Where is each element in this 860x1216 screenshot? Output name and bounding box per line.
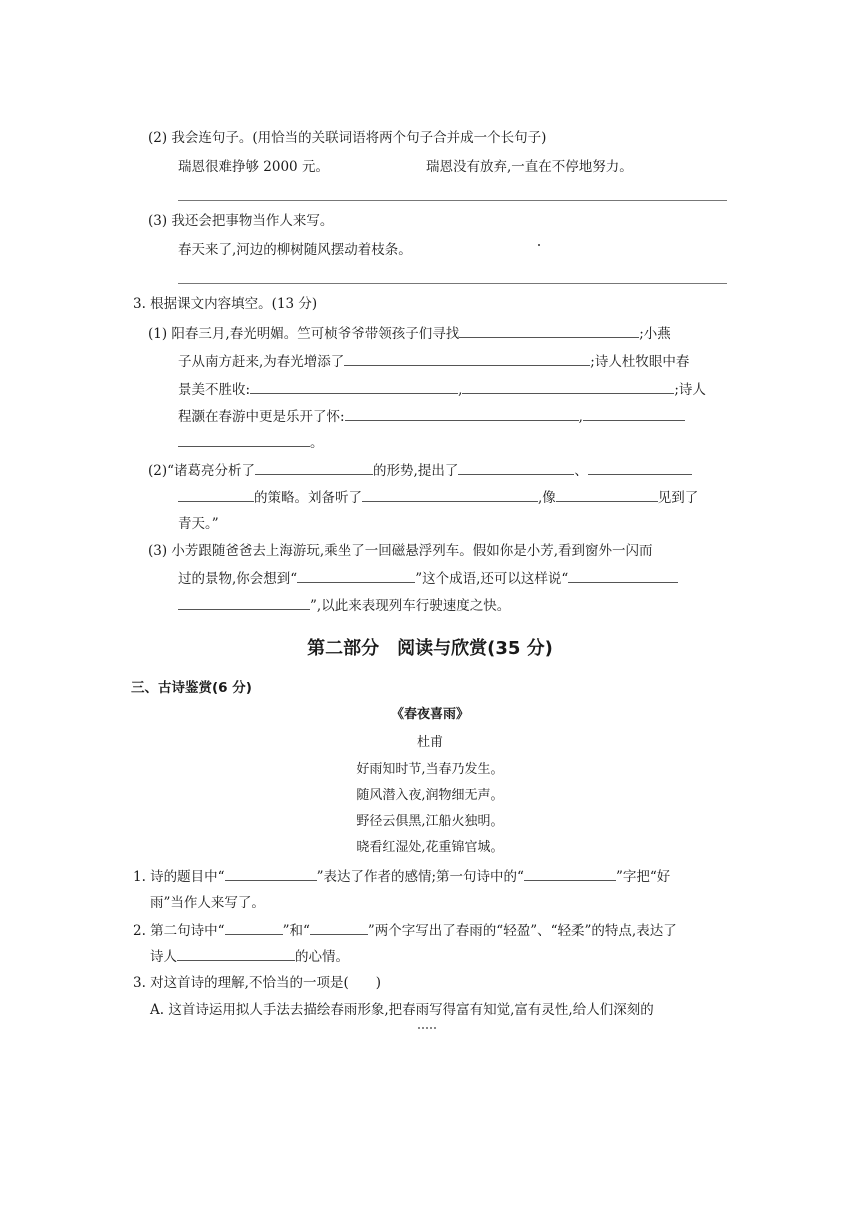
blank[interactable] — [462, 379, 674, 394]
blank[interactable] — [225, 920, 283, 935]
cut-off-page-number — [418, 1027, 436, 1033]
q3-sentence: 春天来了,河边的柳树随风摆动着枝条。 — [178, 242, 412, 258]
poem-line: 野径云俱黑,江船火独明。 — [356, 814, 504, 829]
blank[interactable] — [588, 460, 692, 475]
blank[interactable] — [459, 323, 639, 338]
fill-p1-line4: 程灏在春游中更是乐开了怀: , — [178, 406, 685, 427]
blank[interactable] — [458, 460, 574, 475]
fill-p3-line1: (3) 小芳跟随爸爸去上海游玩,乘坐了一回磁悬浮列车。假如你是小芳,看到窗外一闪而 — [148, 543, 653, 559]
blank[interactable] — [556, 487, 658, 502]
section-ancient-poem: 三、古诗鉴赏(6 分) — [131, 680, 252, 696]
question-2-line1: 2. 第二句诗中“ ”和“ ”两个字写出了春雨的“轻盈”、“轻柔”的特点,表达了 — [133, 920, 677, 941]
part-two-title: 第二部分 阅读与欣赏(35 分) — [307, 638, 553, 659]
question-1-line2: 雨”当作人来写了。 — [150, 895, 265, 911]
fill-p2-line2: 的策略。刘备听了 ,像 见到了 — [178, 487, 698, 508]
fill-heading: 3. 根据课文内容填空。(13 分) — [133, 296, 318, 312]
blank[interactable] — [524, 866, 616, 881]
fill-p2-line3: 青天。” — [178, 516, 219, 532]
poem-line: 好雨知时节,当春乃发生。 — [356, 762, 504, 777]
fill-p3-line3: ”,以此来表现列车行驶速度之快。 — [178, 595, 510, 616]
q3-prompt: (3) 我还会把事物当作人来写。 — [148, 213, 334, 229]
blank[interactable] — [178, 595, 310, 610]
fill-p1-line5: 。 — [178, 432, 324, 453]
blank[interactable] — [583, 406, 685, 421]
q2-prompt: (2) 我会连句子。(用恰当的关联词语将两个句子合并成一个长句子) — [148, 130, 547, 146]
poem-line: 晓看红湿处,花重锦官城。 — [356, 840, 504, 855]
blank[interactable] — [568, 568, 678, 583]
blank[interactable] — [177, 946, 295, 961]
fill-p1-line1: (1) 阳春三月,春光明媚。竺可桢爷爷带领孩子们寻找 ;小燕 — [148, 323, 671, 344]
blank[interactable] — [178, 432, 310, 447]
q2-answer-line[interactable] — [178, 200, 727, 201]
blank[interactable] — [362, 487, 538, 502]
question-3: 3. 对这首诗的理解,不恰当的一项是( ) — [133, 975, 381, 991]
blank[interactable] — [250, 379, 458, 394]
blank[interactable] — [297, 568, 415, 583]
blank[interactable] — [178, 487, 254, 502]
blank[interactable] — [225, 866, 317, 881]
poem-author: 杜甫 — [416, 735, 443, 750]
fill-p2-line1: (2)“诸葛亮分析了 的形势,提出了 、 — [148, 460, 692, 481]
q2-sentence-a: 瑞恩很难挣够 2000 元。 — [178, 159, 329, 175]
q2-sentence-b: 瑞恩没有放弃,一直在不停地努力。 — [426, 159, 633, 175]
blank[interactable] — [310, 920, 368, 935]
question-1-line1: 1. 诗的题目中“ ”表达了作者的感情;第一句诗中的“ ”字把“好 — [133, 866, 670, 887]
question-3-option-a[interactable]: A. 这首诗运用拟人手法去描绘春雨形象,把春雨写得富有知觉,富有灵性,给人们深刻的 — [150, 1002, 654, 1018]
question-2-line2: 诗人 的心情。 — [150, 946, 349, 967]
fill-p1-line3: 景美不胜收: , ;诗人 — [178, 379, 706, 400]
stray-dot — [538, 244, 540, 246]
blank[interactable] — [255, 460, 373, 475]
fill-p1-line2: 子从南方赶来,为春光增添了 ;诗人杜牧眼中春 — [178, 351, 689, 372]
fill-p3-line2: 过的景物,你会想到“ ”这个成语,还可以这样说“ — [178, 568, 678, 589]
q3-answer-line[interactable] — [178, 283, 727, 284]
blank[interactable] — [345, 406, 579, 421]
blank[interactable] — [344, 351, 590, 366]
poem-line: 随风潜入夜,润物细无声。 — [356, 788, 504, 803]
poem-title: 《春夜喜雨》 — [390, 707, 469, 722]
